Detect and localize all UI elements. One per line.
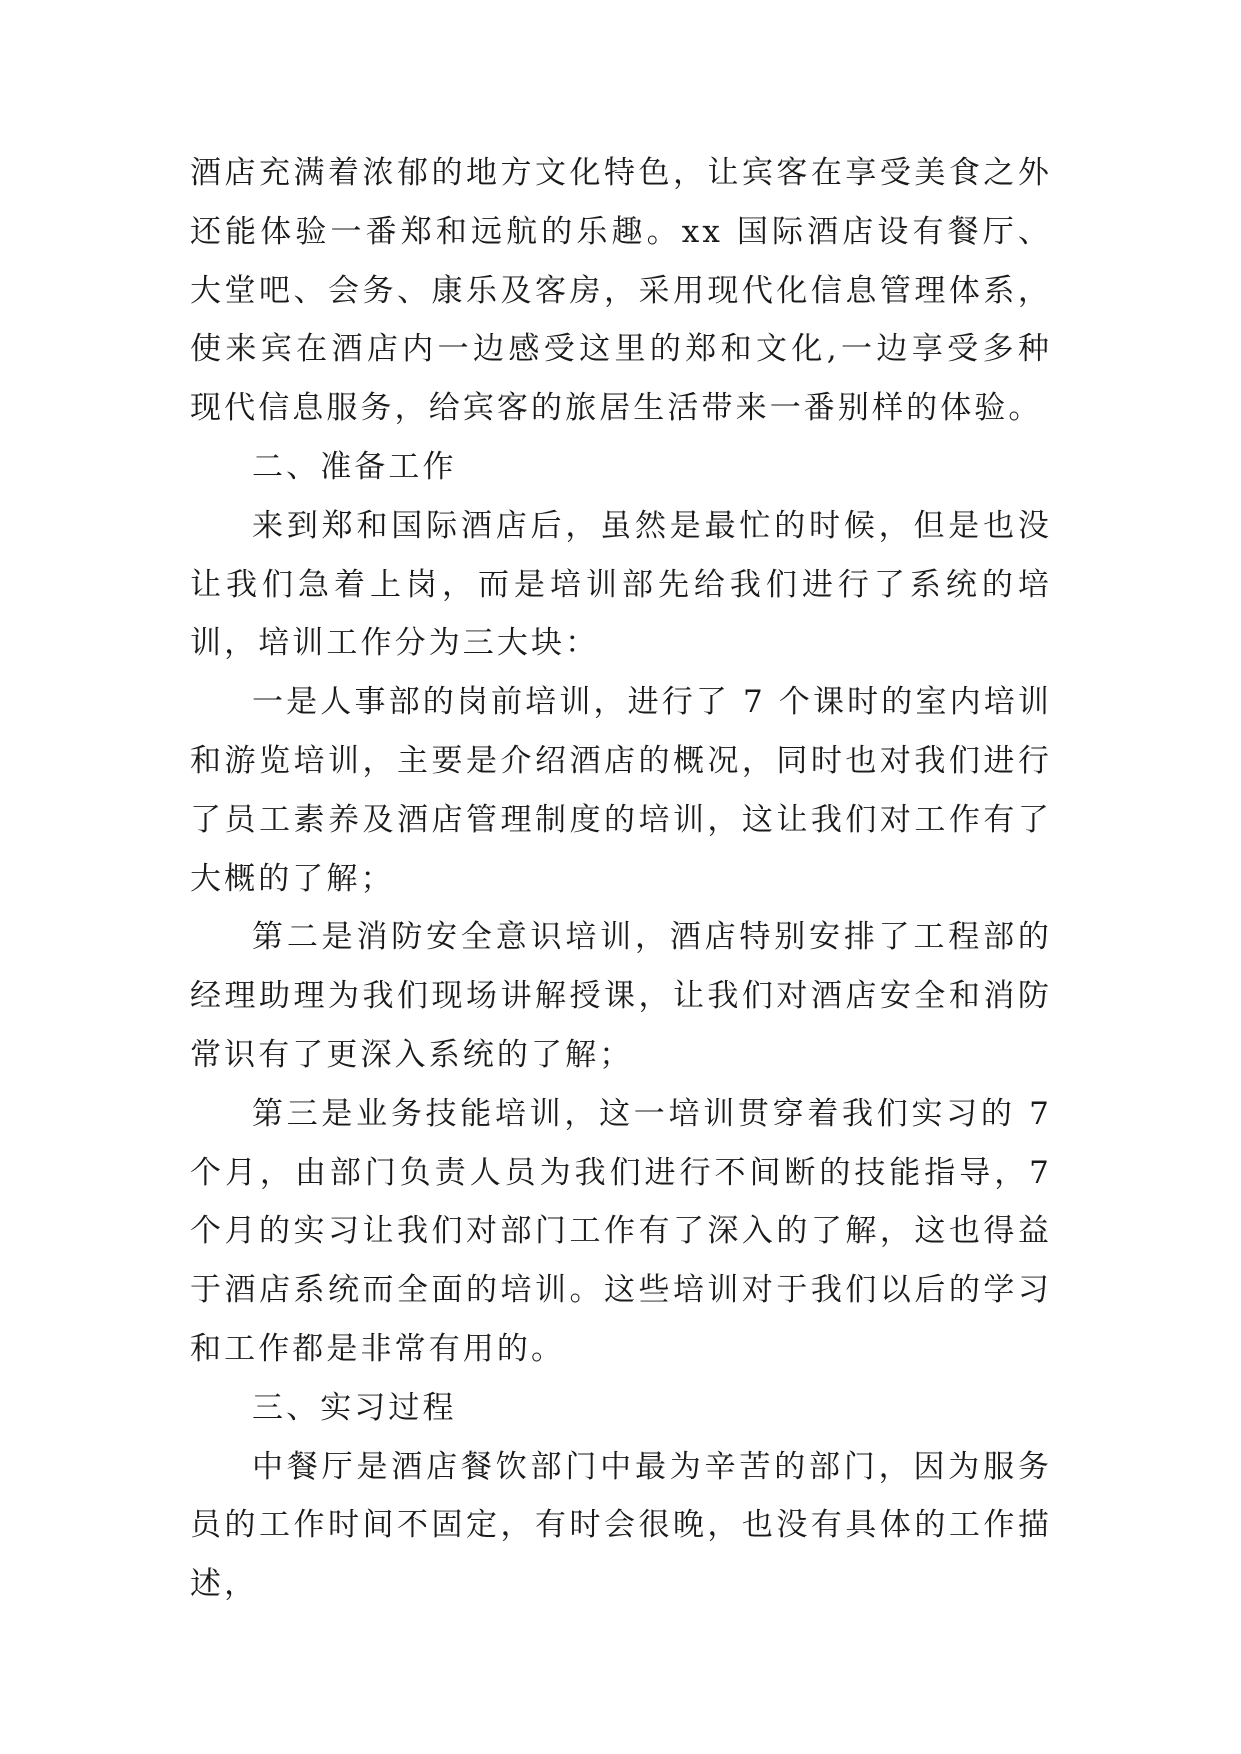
paragraph-hr-training: 一是人事部的岗前培训，进行了 7 个课时的室内培训和游览培训，主要是介绍酒店的概况，同时也对我们进行了员工素养及酒店管理制度的培训，这让我们对工作有了大概的了解； (190, 684, 1052, 897)
section-heading-internship-process: 三、实习过程 (252, 1389, 457, 1426)
paragraph-skills-training: 第三是业务技能培训，这一培训贯穿着我们实习的 7 个月，由部门负责人员为我们进行不间断的技能指导，7 个月的实习让我们对部门工作有了深入的了解，这也得益于酒店系统而全面的培训。这些培训对于我们以后的学习和工作都是非常有用的。 (190, 1095, 1052, 1367)
paragraph-fire-safety-training: 第二是消防安全意识培训，酒店特别安排了工程部的经理助理为我们现场讲解授课，让我们对酒店安全和消防常识有了更深入系统的了解； (190, 919, 1052, 1073)
document-body (190, 144, 1052, 1614)
paragraph-hotel-intro-continued: 酒店充满着浓郁的地方文化特色，让宾客在享受美食之外还能体验一番郑和远航的乐趣。xx 国际酒店设有餐厅、大堂吧、会务、康乐及客房，采用现代化信息管理体系，使来宾在酒店内一边感受这里的郑和文化,一边享受多种现代信息服务，给宾客的旅居生活带来一番别样的体验。 (190, 155, 1052, 427)
paragraph-chinese-restaurant: 中餐厅是酒店餐饮部门中最为辛苦的部门，因为服务员的工作时间不固定，有时会很晚，也没有具体的工作描述， (190, 1448, 1052, 1603)
section-heading-preparation: 二、准备工作 (252, 448, 457, 485)
paragraph-training-overview: 来到郑和国际酒店后，虽然是最忙的时候，但是也没让我们急着上岗，而是培训部先给我们进行了系统的培训，培训工作分为三大块： (190, 507, 1052, 662)
